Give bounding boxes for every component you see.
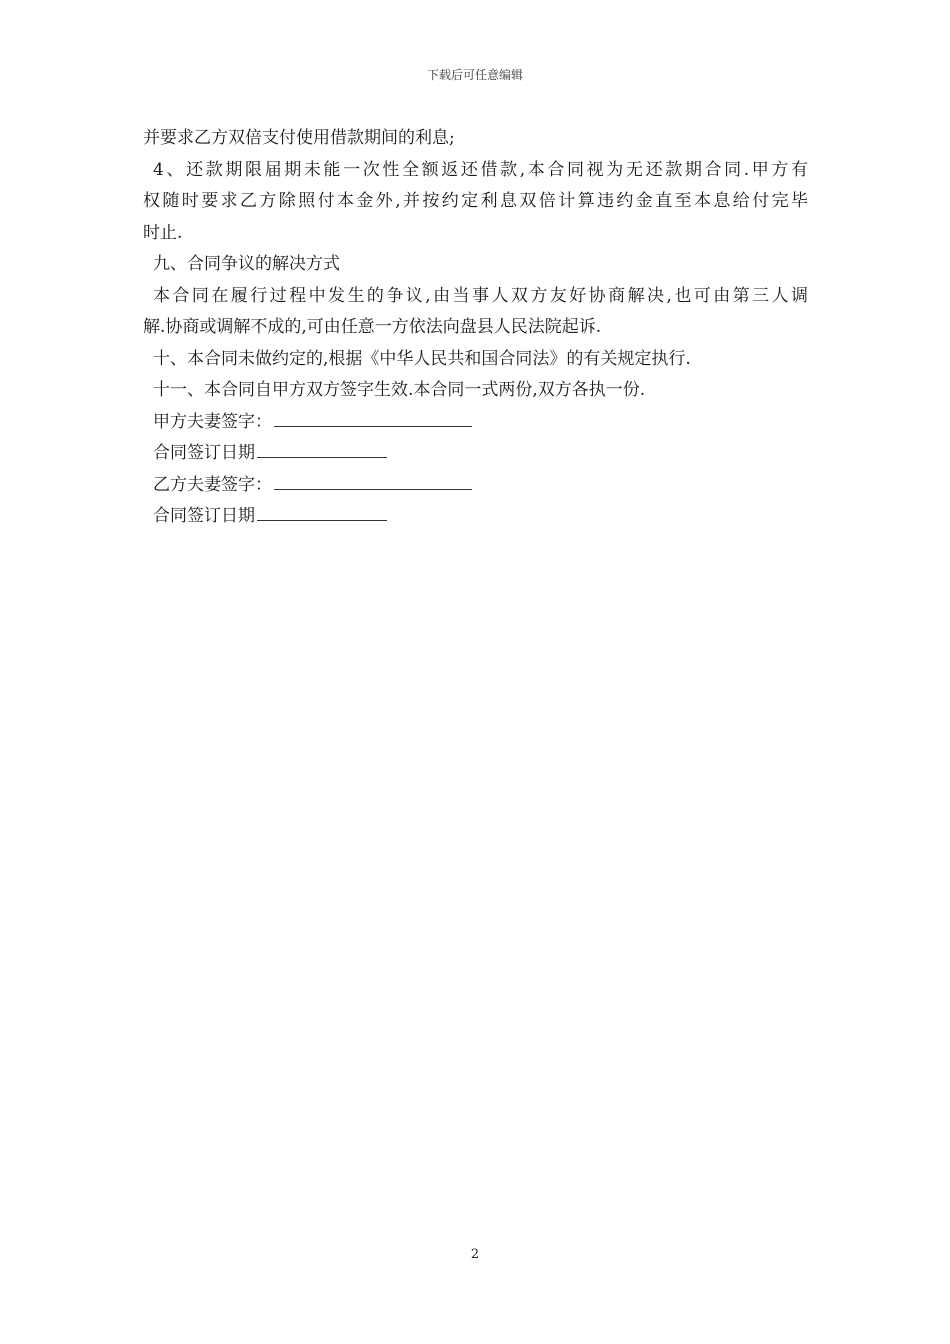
date-label: 合同签订日期: [153, 506, 255, 526]
signature-date-a: [143, 438, 808, 470]
signature-party-a: [143, 407, 808, 439]
date-blank-line: [257, 519, 387, 521]
signature-label: 乙方夫妻签字：: [153, 474, 272, 495]
signature-party-b: [143, 470, 808, 502]
paragraph-line: 解.协商或调解不成的,可由任意一方依法向盘县人民法院起诉.: [143, 317, 602, 337]
paragraph-line: 并要求乙方双倍支付使用借款期间的利息;: [143, 128, 455, 148]
page-header: 下载后可任意编辑: [426, 68, 523, 82]
signature-date-b: [143, 501, 808, 533]
paragraph-line: 十、本合同未做约定的,根据《中华人民共和国合同法》的有关规定执行.: [153, 348, 691, 369]
section-heading: 九、合同争议的解决方式: [153, 254, 340, 274]
paragraph-line: 权随时要求乙方除照付本金外,并按约定利息双倍计算违约金直至本息给付完毕: [143, 191, 808, 211]
paragraph-line: 4、还款期限届期未能一次性全额返还借款,本合同视为无还款期合同.甲方有: [153, 159, 808, 180]
signature-label: 甲方夫妻签字：: [153, 411, 272, 432]
signature-blank-line: [274, 488, 472, 490]
paragraph-line: 时止.: [143, 222, 183, 243]
date-label: 合同签订日期: [153, 443, 255, 463]
page-number: 2: [470, 1247, 480, 1262]
paragraph-line: 本合同在履行过程中发生的争议,由当事人双方友好协商解决,也可由第三人调: [153, 285, 808, 306]
document-body: [143, 123, 808, 533]
paragraph-line: 十一、本合同自甲方双方签字生效.本合同一式两份,双方各执一份.: [153, 380, 646, 400]
signature-blank-line: [274, 425, 472, 427]
date-blank-line: [257, 456, 387, 458]
